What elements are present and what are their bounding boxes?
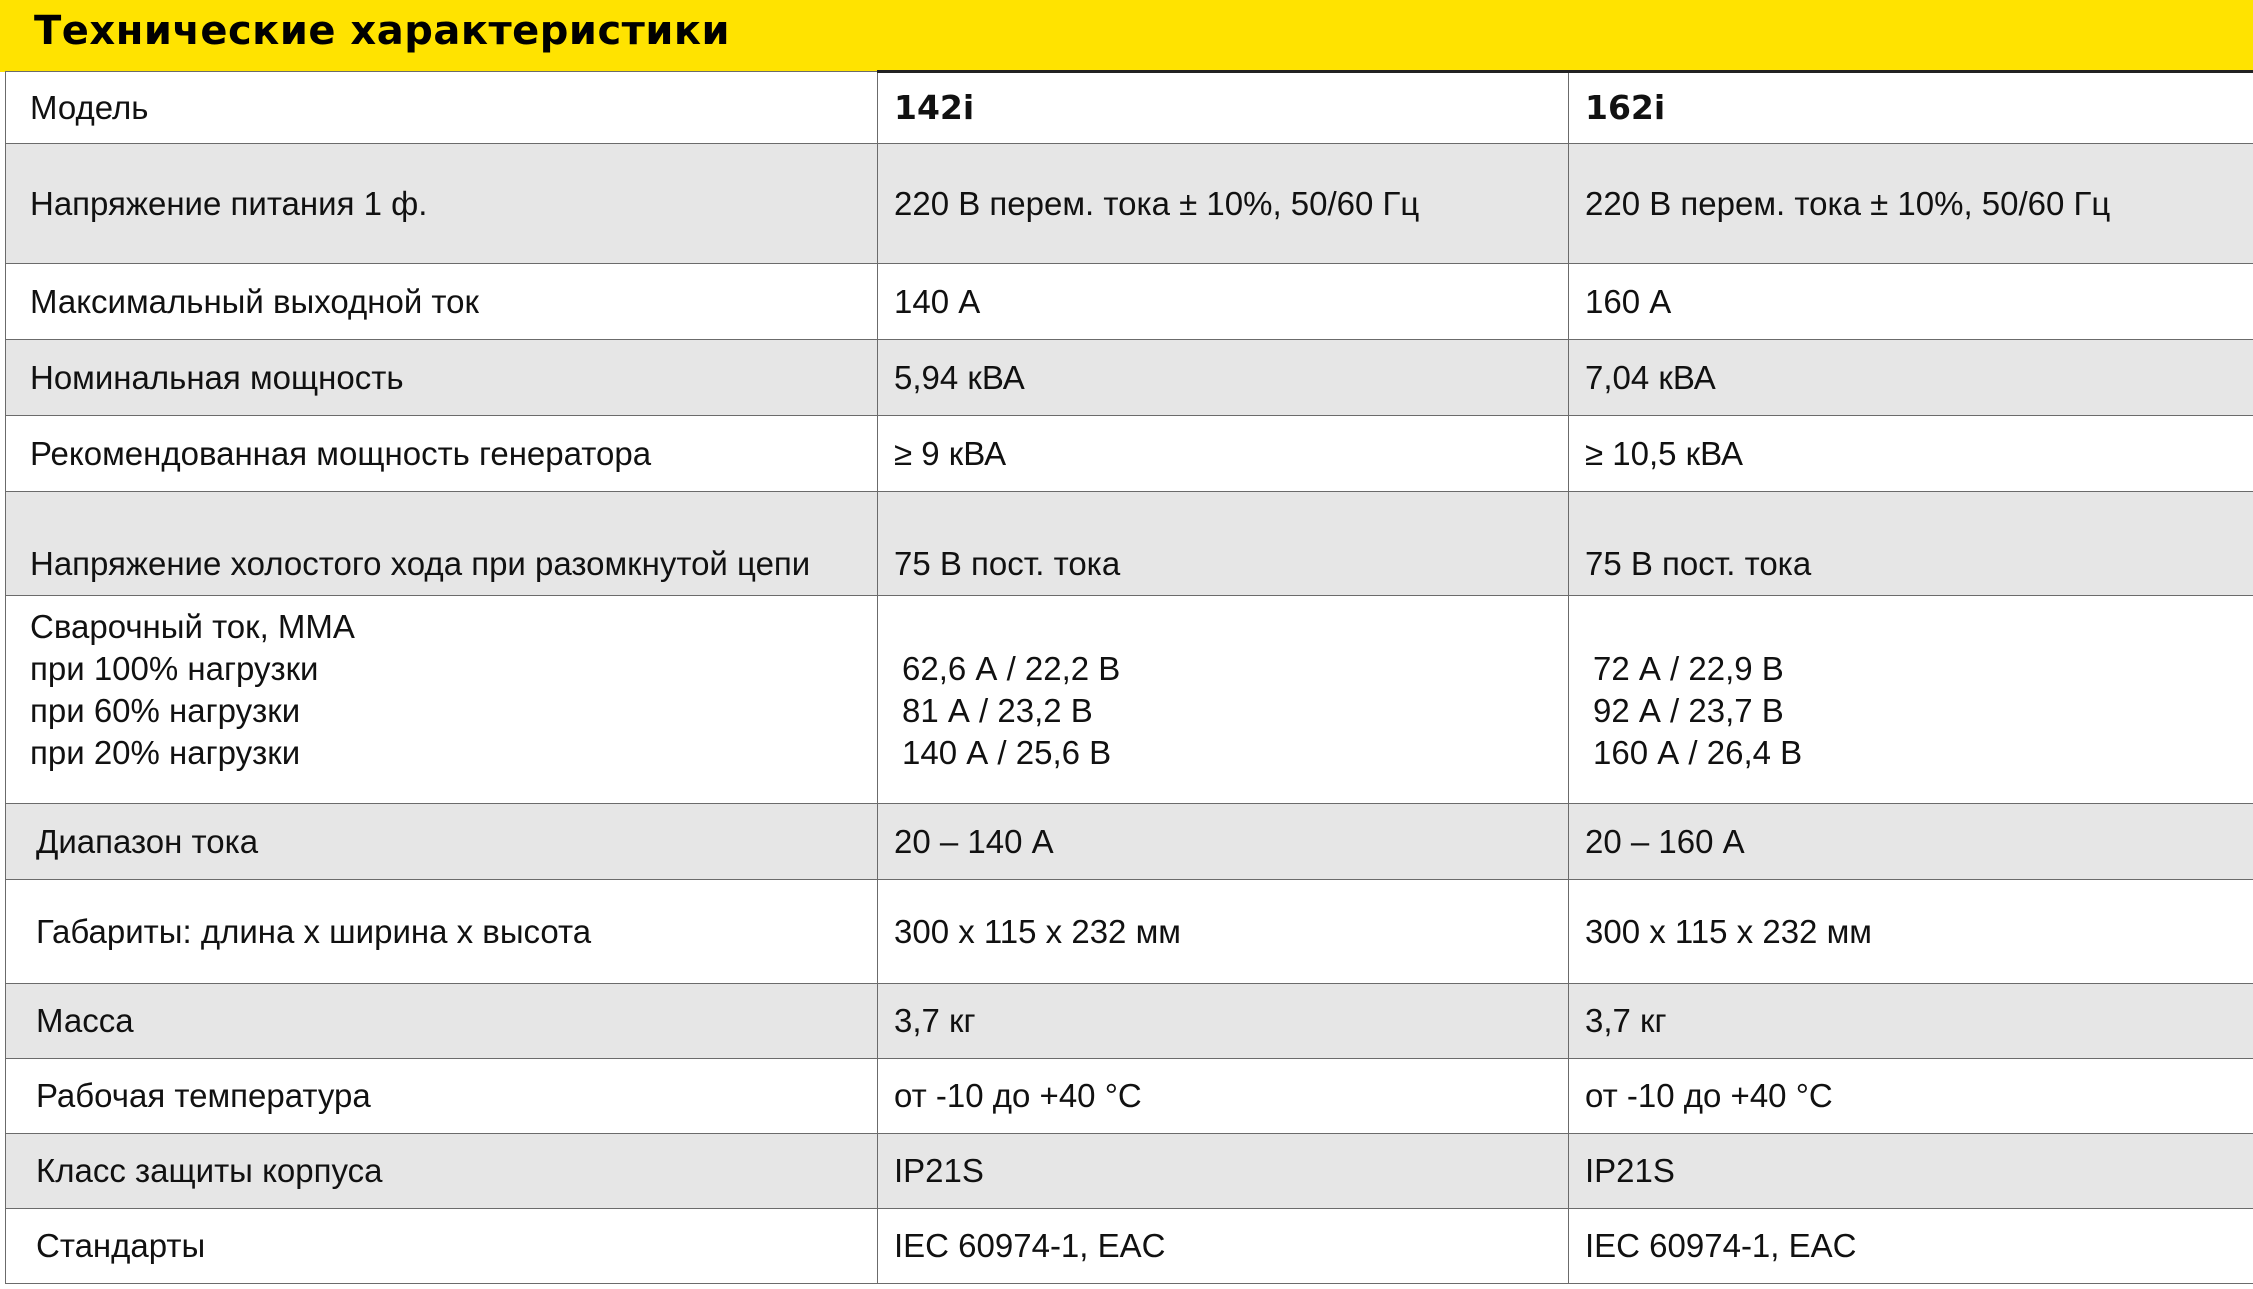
row-label: Напряжение холостого хода при разомкнутой цепи [6, 492, 878, 596]
value-162i [1569, 596, 2253, 804]
value-162i: ≥ 10,5 кВА [1569, 416, 2253, 492]
model-142i-header: 142i [878, 72, 1569, 144]
value-162i: 75 В пост. тока [1569, 492, 2253, 596]
value-142i: 20 – 140 А [878, 804, 1569, 880]
value-162i: 160 А [1569, 264, 2253, 340]
row-label: Рабочая температура [6, 1059, 878, 1134]
value-line: 72 А / 22,9 В [1593, 650, 1784, 687]
label-line: при 60% нагрузки [30, 692, 301, 729]
row-label: Максимальный выходной ток [6, 264, 878, 340]
table-row [6, 1209, 2253, 1284]
row-label: Напряжение питания 1 ф. [6, 144, 878, 264]
table-row [6, 804, 2253, 880]
value-142i: 140 А [878, 264, 1569, 340]
value-142i: IP21S [878, 1134, 1569, 1209]
value-142i: 3,7 кг [878, 984, 1569, 1059]
row-label: Стандарты [6, 1209, 878, 1284]
table-row [6, 880, 2253, 984]
value-162i: 20 – 160 А [1569, 804, 2253, 880]
value-line: 140 А / 25,6 В [902, 734, 1112, 771]
table-row [6, 1134, 2253, 1209]
value-162i: от -10 до +40 °С [1569, 1059, 2253, 1134]
value-162i: 300 х 115 х 232 мм [1569, 880, 2253, 984]
value-162i: IP21S [1569, 1134, 2253, 1209]
label-line: Сварочный ток, ММА [30, 608, 355, 645]
row-label: Номинальная мощность [6, 340, 878, 416]
value-line: 62,6 А / 22,2 В [902, 650, 1121, 687]
row-label: Габариты: длина х ширина х высота [6, 880, 878, 984]
label-line: при 20% нагрузки [30, 734, 301, 771]
table-row [6, 416, 2253, 492]
table-row [6, 984, 2253, 1059]
table-row [6, 492, 2253, 596]
value-162i: IEC 60974-1, EAC [1569, 1209, 2253, 1284]
page-title: Технические характеристики [34, 8, 731, 54]
table-row [6, 1059, 2253, 1134]
model-162i-header: 162i [1569, 72, 2253, 144]
row-label: Модель [6, 72, 878, 144]
value-142i: ≥ 9 кВА [878, 416, 1569, 492]
value-162i: 7,04 кВА [1569, 340, 2253, 416]
value-line: 160 А / 26,4 В [1593, 734, 1803, 771]
value-142i: от -10 до +40 °С [878, 1059, 1569, 1134]
title-bar [0, 0, 2253, 72]
row-label: Рекомендованная мощность генератора [6, 416, 878, 492]
table-row [6, 72, 2253, 144]
value-line: 92 А / 23,7 В [1593, 692, 1784, 729]
table-row [6, 596, 2253, 804]
row-label: Диапазон тока [6, 804, 878, 880]
value-142i: 300 х 115 х 232 мм [878, 880, 1569, 984]
value-142i: 75 В пост. тока [878, 492, 1569, 596]
value-142i: IEC 60974-1, EAC [878, 1209, 1569, 1284]
value-142i [878, 596, 1569, 804]
table-row [6, 340, 2253, 416]
row-label: Класс защиты корпуса [6, 1134, 878, 1209]
table-row [6, 264, 2253, 340]
value-line: 81 А / 23,2 В [902, 692, 1093, 729]
value-162i: 220 В перем. тока ± 10%, 50/60 Гц [1569, 144, 2253, 264]
row-label: Масса [6, 984, 878, 1059]
label-line: при 100% нагрузки [30, 650, 319, 687]
row-label [6, 596, 878, 804]
value-142i: 5,94 кВА [878, 340, 1569, 416]
value-162i: 3,7 кг [1569, 984, 2253, 1059]
value-142i: 220 В перем. тока ± 10%, 50/60 Гц [878, 144, 1569, 264]
table-row [6, 144, 2253, 264]
spec-table [5, 70, 2253, 1284]
